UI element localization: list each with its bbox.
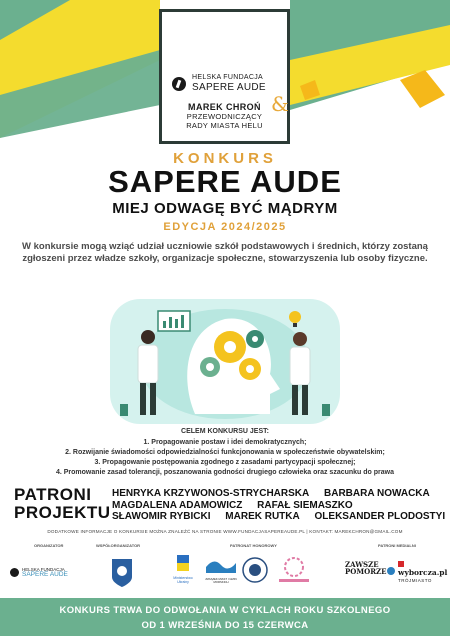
page-title: SAPERE AUDE <box>108 164 342 199</box>
aim-item: 4. Promowanie zasad tolerancji, poszanowania godności drugiego człowieka oraz szacunku do prawa <box>55 469 395 476</box>
zawsze-line1: ZAWSZE <box>345 560 379 569</box>
floral-logo-icon <box>275 555 313 585</box>
patron-name: RAFAŁ SIEMASZKO <box>257 499 353 511</box>
pen-nib-icon <box>10 568 19 577</box>
patron-name: BARBARA NOWACKA <box>324 488 430 499</box>
foundation-line1: HELSKA FUNDACJA <box>192 74 264 81</box>
contact-info: DODATKOWE INFORMACJE O KONKURSIE MOŻNA ZNALEŹĆ NA STRONIE WWW.FUNDACJASAPEREAUDE.PL | KONTAKT: MAREKCHRON@GMAIL.COM <box>47 529 403 534</box>
blue-dot-icon <box>387 567 395 575</box>
patrons-names <box>112 488 446 523</box>
logo-fund-line1: HELSKA FUNDACJA <box>22 567 65 572</box>
aim-item: 1. Propagowanie postaw i idei demokratycznych; <box>143 439 307 446</box>
patrons-label-1: PATRONI <box>14 485 92 504</box>
media-label: PATRONI MEDIALNI <box>378 543 416 548</box>
ukraine-logo <box>172 555 194 584</box>
hel-crest-icon <box>110 557 134 589</box>
patrons-label-2: PROJEKTU <box>14 503 111 522</box>
wyborcza-line1: wyborcza.pl <box>398 568 448 577</box>
patron-name: MAREK RUTKA <box>225 511 300 522</box>
zawsze-line2: POMORZE <box>345 567 387 576</box>
sponsor-logos <box>0 553 450 595</box>
co-organizer-label: WSPÓŁORGANIZATOR <box>96 543 141 548</box>
patron-name: HENRYKA KRZYWONOS-STRYCHARSKA <box>112 488 310 499</box>
zwiazek-text: ZWIĄZEK MIAST I GMIN MORSKICH <box>205 577 237 585</box>
zawsze-pomorze-logo <box>345 561 386 575</box>
footer-banner <box>0 598 450 636</box>
person-name: MAREK CHROŃ <box>188 102 261 112</box>
header-logo-box <box>159 9 290 144</box>
page-subtitle: MIEJ ODWAGĘ BYĆ MĄDRYM <box>112 200 338 217</box>
aim-item: 2. Rozwijanie świadomości odpowiedzialności funkcjonowania w społeczeństwie obywatelskim; <box>65 449 385 456</box>
footer-line-1: KONKURS TRWA DO ODWOŁANIA W CYKLACH ROKU SZKOLNEGO <box>59 605 391 616</box>
foundation-line2: SAPERE AUDE <box>192 82 266 93</box>
konkurs-label: KONKURS <box>173 150 277 167</box>
aim-item: 3. Propagowanie postępowania zgodnego z zasadami partycypacji społecznej; <box>94 459 356 466</box>
organizer-logo <box>10 567 68 577</box>
aims-heading: CELEM KONKURSU JEST: <box>181 428 269 435</box>
patron-name: SŁAWOMIR RYBICKI <box>112 511 211 522</box>
logo-fund-line2: SAPERE AUDE <box>22 571 68 578</box>
footer-line-2: OD 1 WRZEŚNIA DO 15 CZERWCA <box>141 620 309 631</box>
wyborcza-logo <box>398 561 450 585</box>
aims-list <box>0 438 450 478</box>
wave-icon <box>206 557 236 573</box>
edition-label: EDYCJA 2024/2025 <box>163 221 287 233</box>
person-role-1: PRZEWODNICZĄCY <box>186 112 263 121</box>
trident-icon <box>177 555 189 571</box>
patron-name: OLEKSANDER PLODOSTYI <box>314 511 446 522</box>
scientists-illustration <box>110 289 340 424</box>
ampersand: & <box>271 92 289 116</box>
foundation-logo <box>172 74 266 93</box>
patron-name: MAGDALENA ADAMOWICZ <box>112 499 243 511</box>
person-block <box>162 103 287 130</box>
ukraine-text: Ministerstwo Ukrainy <box>173 576 193 584</box>
wyborcza-line2: TRÓJMIASTO <box>398 578 432 583</box>
patrons-label <box>14 486 111 522</box>
person-role-2: RADY MIASTA HELU <box>186 121 263 130</box>
organizer-label: ORGANIZATOR <box>34 543 64 548</box>
honorary-label: PATRONAT HONOROWY <box>230 543 277 548</box>
red-square-icon <box>398 561 404 567</box>
seal-icon <box>242 557 268 583</box>
intro-text: W konkursie mogą wziąć udział uczniowie szkół podstawowych i średnich, którzy zostaną zgłoszeni przez władze szkoły, organizacje społeczne, stowarzyszenia lub osoby fizyczne. <box>22 241 428 264</box>
pen-nib-icon <box>172 77 186 91</box>
zwiazek-logo <box>205 557 237 584</box>
